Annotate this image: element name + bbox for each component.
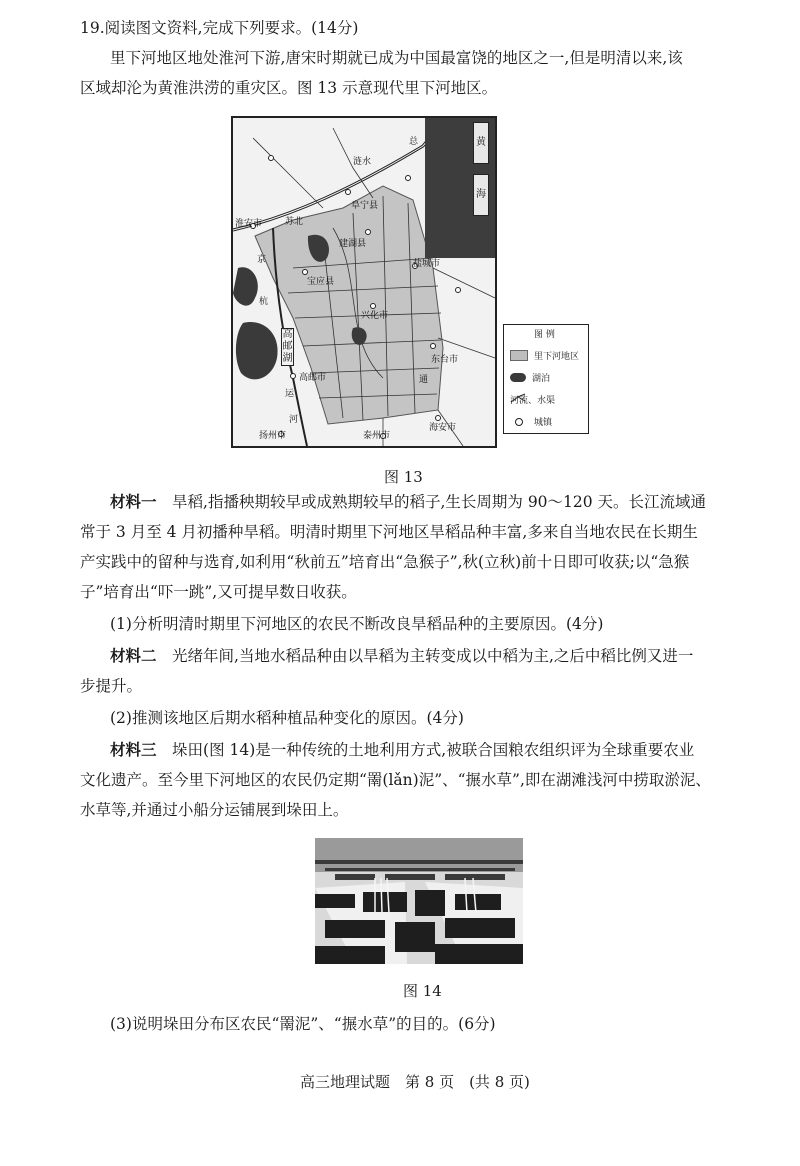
material3-text1: 垛田(图 14)是一种传统的土地利用方式,被联合国粮农组织评为全球重要农业	[172, 741, 695, 759]
material1-line1	[110, 492, 706, 512]
label-gaoyou-city: 高邮市	[299, 373, 327, 383]
legend-title: 图 例	[534, 330, 555, 340]
sea-label-1: 黄	[473, 122, 489, 164]
material1-line3: 产实践中的留种与选育,如利用“秋前五”培育出“急猴子”,秋(立秋)前十日即可收获;以“急猴	[80, 553, 690, 571]
legend-area-label: 里下河地区	[534, 352, 580, 362]
intro-line-1: 里下河地区地处淮河下游,唐宋时期就已成为中国最富饶的地区之一,但是明清以来,该	[110, 49, 683, 67]
label-baoying: 宝应县	[307, 277, 335, 287]
material1-text1: 旱稻,指播秧期较早或成熟期较早的稻子,生长周期为 90～120 天。长江流域通	[172, 493, 707, 511]
label-lianshui: 涟水	[353, 157, 372, 167]
legend-area-row	[510, 349, 579, 362]
label-jianhu: 建湖县	[339, 239, 367, 249]
area-swatch	[510, 350, 528, 361]
label-he: 河	[289, 415, 299, 425]
legend-river-label: 河流、水渠	[510, 396, 556, 406]
question-1: (1)分析明清时期里下河地区的农民不断改良旱稻品种的主要原因。(4分)	[110, 615, 604, 633]
label-yancheng: 盐城市	[413, 259, 441, 269]
label-gaoyou-lake: 高邮湖	[282, 329, 293, 364]
field-strips-far	[315, 860, 523, 880]
label-yun: 运	[285, 389, 295, 399]
material3-line2: 文化遗产。至今里下河地区的农民仍定期“罱(lǎn)泥”、“搌水草”,即在湖滩浅河中捞取淤泥、	[80, 771, 711, 789]
label-tong: 通	[419, 375, 429, 385]
material2-label: 材料二	[110, 646, 157, 665]
figure-14-photo	[315, 838, 523, 964]
lake-swatch	[510, 373, 526, 382]
label-zong: 总	[409, 137, 419, 147]
label-taizhou: 泰州市	[363, 431, 391, 441]
material2-line1	[110, 646, 693, 666]
lake-gaoyou	[236, 322, 278, 379]
town-swatch	[515, 418, 523, 426]
label-dongtai: 东台市	[431, 355, 459, 365]
legend-lake-label: 湖泊	[532, 374, 551, 384]
question-3: (3)说明垛田分布区农民“罱泥”、“搌水草”的目的。(6分)	[110, 1015, 496, 1033]
material2-text1: 光绪年间,当地水稻品种由以旱稻为主转变成以中稻为主,之后中稻比例又进一	[172, 647, 694, 665]
label-huaian: 淮安市	[235, 219, 263, 229]
legend-lake-row	[510, 371, 550, 384]
material1-line4: 子”培育出“吓一跳”,又可提早数日收获。	[80, 583, 357, 601]
legend-river-row	[510, 393, 555, 406]
material1-label: 材料一	[110, 492, 157, 511]
question-2: (2)推测该地区后期水稻种植品种变化的原因。(4分)	[110, 709, 464, 727]
legend-town-row	[510, 415, 552, 428]
lixiahe-region	[255, 186, 443, 424]
label-hang: 杭	[259, 297, 269, 307]
label-funing: 阜宁县	[351, 201, 379, 211]
figure-14-caption: 图 14	[403, 982, 442, 1000]
figure-13-map	[231, 116, 580, 448]
material1-line2: 常于 3 月至 4 月初播种旱稻。明清时期里下河地区旱稻品种丰富,多来自当地农民在长期生	[80, 523, 698, 541]
page-footer: 高三地理试题 第 8 页 (共 8 页)	[300, 1073, 530, 1091]
sea-label-2: 海	[473, 174, 489, 216]
legend-town-label: 城镇	[534, 418, 553, 428]
question-header: 19.阅读图文资料,完成下列要求。(14分)	[80, 19, 359, 37]
intro-line-2: 区域却沦为黄淮洪涝的重灾区。图 13 示意现代里下河地区。	[80, 79, 498, 97]
label-haian: 海安市	[429, 423, 457, 433]
material3-line1	[110, 740, 694, 760]
lake-hongze-part	[233, 267, 258, 305]
figure-13-caption: 图 13	[384, 468, 423, 486]
label-xinghua: 兴化市	[361, 311, 389, 321]
river-swatch	[510, 393, 526, 403]
label-subei: 苏北	[285, 217, 304, 227]
material3-line3: 水草等,并通过小船分运铺展到垛田上。	[80, 801, 349, 819]
material2-line2: 步提升。	[80, 677, 143, 695]
material3-label: 材料三	[110, 740, 157, 759]
label-yangzhou: 扬州市	[259, 431, 287, 441]
label-jing: 京	[257, 255, 267, 265]
map-legend	[503, 324, 589, 434]
